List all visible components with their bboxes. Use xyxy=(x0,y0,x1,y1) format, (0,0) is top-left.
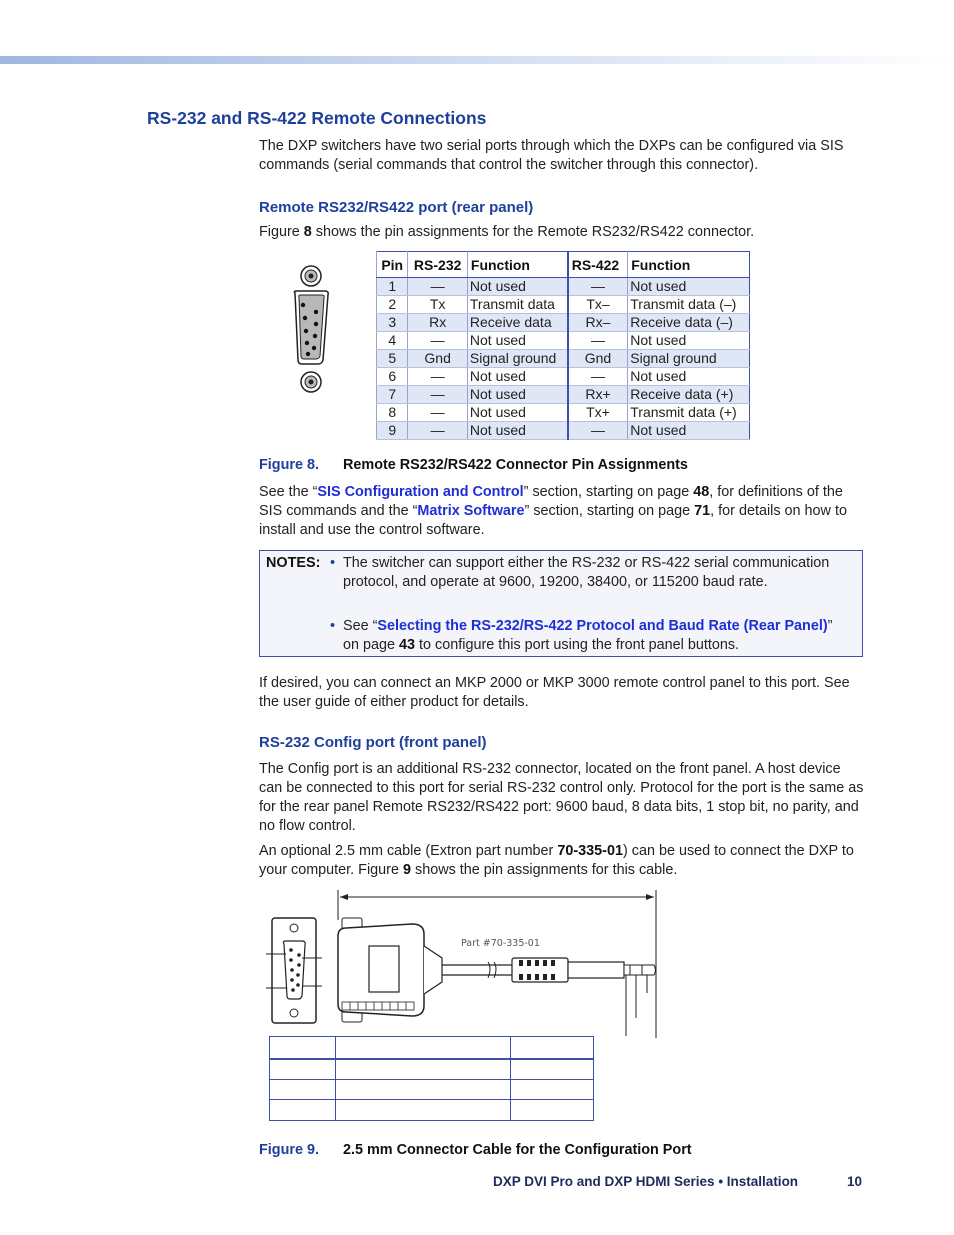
figure8-caption xyxy=(259,457,688,473)
remote-port-paragraph: Figure 8 shows the pin assignments for the Remote RS232/RS422 connector. xyxy=(259,224,755,240)
cell-function: Not used xyxy=(467,332,567,350)
cell-pin: 4 xyxy=(377,332,408,350)
table-row xyxy=(270,1059,594,1080)
table-row xyxy=(377,278,750,296)
cell-pin: 6 xyxy=(377,368,408,386)
cell-function: Receive data xyxy=(467,314,567,332)
cell-rs232: — xyxy=(408,404,467,422)
cell-rs232: — xyxy=(408,422,467,440)
part-number-label: Part #70-335-01 xyxy=(461,938,540,949)
notes-box xyxy=(259,550,863,657)
cable-paragraph: An optional 2.5 mm cable (Extron part number 70-335-01) can be used to connect the DXP to your computer. Figure 9 shows the pin assignments for this cable. xyxy=(259,843,854,878)
header-rs422: RS-422 xyxy=(568,252,628,278)
remote-port-heading: Remote RS232/RS422 port (rear panel) xyxy=(259,199,534,216)
header-function-rs232: Function xyxy=(467,252,567,278)
cell-function: Not used xyxy=(628,368,750,386)
cell-function: Transmit data xyxy=(467,296,567,314)
mkp-paragraph: If desired, you can connect an MKP 2000 or MKP 3000 remote control panel to this port. See the user guide of either product for details. xyxy=(259,675,850,710)
table-row xyxy=(377,296,750,314)
figure8-label: Figure 8. xyxy=(259,457,319,473)
protocol-baud-rate-link[interactable]: Selecting the RS-232/RS-422 Protocol and Baud Rate (Rear Panel) xyxy=(377,618,828,634)
cell-function: Not used xyxy=(467,386,567,404)
bullet-icon: • xyxy=(330,618,336,634)
sis-configuration-link[interactable]: SIS Configuration and Control xyxy=(317,484,524,500)
cell-rs422: — xyxy=(568,368,628,386)
cell-function: Not used xyxy=(628,278,750,296)
note-text-1: The switcher can support either the RS-232 or RS-422 serial communication protocol, and operate at 9600, 19200, 38400, or 115200 baud rate. xyxy=(343,555,830,590)
cell-rs422: — xyxy=(568,332,628,350)
figure9-title: 2.5 mm Connector Cable for the Configuration Port xyxy=(343,1142,692,1158)
db9-connector-diagram xyxy=(288,262,336,396)
table-row xyxy=(377,422,750,440)
header-pin: Pin xyxy=(377,252,408,278)
cell-rs422: Rx– xyxy=(568,314,628,332)
cell-pin: 3 xyxy=(377,314,408,332)
cell-rs232: — xyxy=(408,386,467,404)
config-port-heading: RS-232 Config port (front panel) xyxy=(259,734,487,751)
page-number: 10 xyxy=(847,1174,863,1189)
bullet-icon: • xyxy=(330,555,336,571)
cell-function: Not used xyxy=(628,422,750,440)
header-rs232: RS-232 xyxy=(408,252,467,278)
table-row xyxy=(270,1100,594,1121)
cell-rs422: Rx+ xyxy=(568,386,628,404)
cell-rs232: — xyxy=(408,278,467,296)
table-header-row xyxy=(377,252,750,278)
cell-rs422: Tx– xyxy=(568,296,628,314)
table-row xyxy=(377,386,750,404)
footer-title: DXP DVI Pro and DXP HDMI Series • Installation xyxy=(493,1174,799,1189)
cell-function: Not used xyxy=(467,368,567,386)
figure9-caption xyxy=(259,1142,692,1158)
intro-paragraph: The DXP switchers have two serial ports through which the DXPs can be configured via SIS commands (serial commands that control the switcher through this connector). xyxy=(259,138,844,173)
table-row xyxy=(377,332,750,350)
cell-rs232: Gnd xyxy=(408,350,467,368)
cell-function: Signal ground xyxy=(628,350,750,368)
cell-function: Signal ground xyxy=(467,350,567,368)
config-port-paragraph: The Config port is an additional RS-232 connector, located on the front panel. A host device can be connected to this port for serial RS-232 control only. Protocol for the port is the same as for the rear panel Remote RS232/RS422 port: 9600 baud, 8 data bits, 1 stop bit, no parity, and no flow control. xyxy=(259,761,864,834)
cell-rs422: — xyxy=(568,422,628,440)
cell-pin: 9 xyxy=(377,422,408,440)
cell-rs232: — xyxy=(408,368,467,386)
cable-diagram xyxy=(262,888,672,1040)
cell-rs422: Tx+ xyxy=(568,404,628,422)
cell-rs232: Tx xyxy=(408,296,467,314)
cell-function: Not used xyxy=(467,278,567,296)
header-function-rs422: Function xyxy=(628,252,750,278)
table-header-row xyxy=(270,1037,594,1059)
matrix-software-link[interactable]: Matrix Software xyxy=(417,503,525,519)
notes-label: NOTES: xyxy=(266,555,321,571)
header-gradient-bar xyxy=(0,56,954,64)
table-row xyxy=(377,368,750,386)
table-row xyxy=(377,404,750,422)
cell-rs232: Rx xyxy=(408,314,467,332)
cell-rs422: — xyxy=(568,278,628,296)
cell-function: Not used xyxy=(467,404,567,422)
note-text-2: See “Selecting the RS-232/RS-422 Protocol and Baud Rate (Rear Panel)” on page 43 to configure this port using the front panel buttons. xyxy=(343,618,833,653)
cell-pin: 1 xyxy=(377,278,408,296)
table-row xyxy=(377,314,750,332)
table-row xyxy=(270,1079,594,1100)
pin-assignment-table xyxy=(376,251,750,440)
table-row xyxy=(377,350,750,368)
cell-rs232: — xyxy=(408,332,467,350)
cable-pin-table xyxy=(269,1036,594,1121)
cell-function: Transmit data (+) xyxy=(628,404,750,422)
figure9-label: Figure 9. xyxy=(259,1142,319,1158)
cell-function: Transmit data (–) xyxy=(628,296,750,314)
figure8-title: Remote RS232/RS422 Connector Pin Assignments xyxy=(343,457,688,473)
section-title: RS-232 and RS-422 Remote Connections xyxy=(147,108,487,128)
cell-pin: 2 xyxy=(377,296,408,314)
cell-pin: 5 xyxy=(377,350,408,368)
cell-function: Not used xyxy=(467,422,567,440)
see-paragraph: See the “SIS Configuration and Control” section, starting on page 48, for definitions of the SIS commands and the “Matrix Software” section, starting on page 71, for details on how to install and use the control software. xyxy=(259,484,847,538)
cell-function: Receive data (+) xyxy=(628,386,750,404)
cell-pin: 7 xyxy=(377,386,408,404)
cell-function: Not used xyxy=(628,332,750,350)
cell-rs422: Gnd xyxy=(568,350,628,368)
cell-pin: 8 xyxy=(377,404,408,422)
cell-function: Receive data (–) xyxy=(628,314,750,332)
